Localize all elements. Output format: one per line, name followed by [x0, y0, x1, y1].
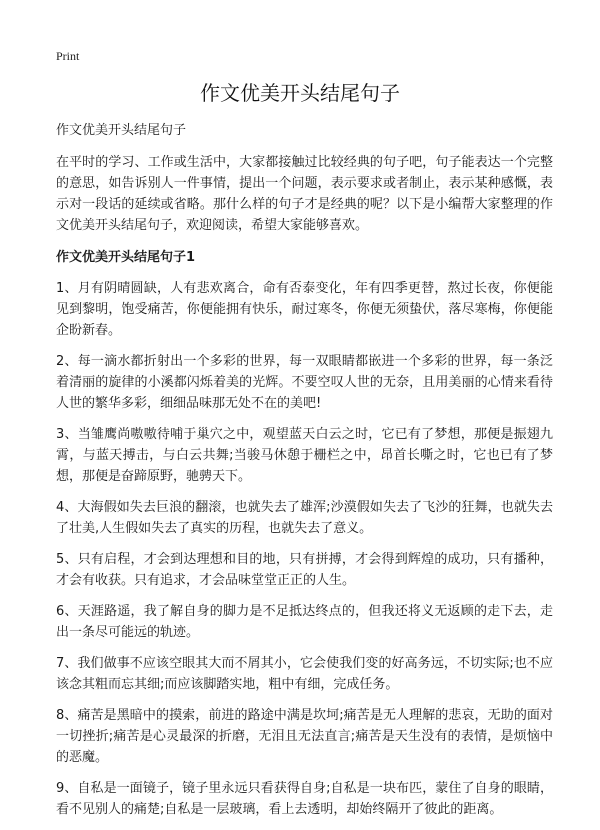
quote-item-6: 6、天涯路遥，我了解自身的脚力是不足抵达终点的，但我还将义无返顾的走下去，走出一条尽可能远的轨迹。 — [56, 604, 553, 640]
page-title: 作文优美开头结尾句子 — [200, 81, 400, 105]
print-label[interactable]: Print — [56, 49, 80, 63]
article-subtitle: 作文优美开头结尾句子 — [56, 123, 187, 138]
quote-item-1: 1、月有阴晴圆缺，人有悲欢离合，命有否泰变化，年有四季更替，熬过长夜，你便能见到黎明，饱受痛苦，你便能拥有快乐，耐过寒冬，你便无须蛰伏，落尽寒梅，你便能企盼新春。 — [56, 281, 553, 338]
quote-item-2: 2、每一滴水都折射出一个多彩的世界，每一双眼睛都嵌进一个多彩的世界，每一条泛着清丽的旋律的小溪都闪烁着美的光辉。不要空叹人世的无奈，且用美丽的心情来看待人世的繁华多彩，细细品味那无处不在的美吧! — [56, 354, 553, 411]
quote-item-5: 5、只有启程，才会到达理想和目的地，只有拼搏，才会得到辉煌的成功，只有播种，才会有收获。只有追求，才会品味堂堂正正的人生。 — [56, 552, 553, 588]
quote-item-4: 4、大海假如失去巨浪的翻滚，也就失去了雄浑;沙漠假如失去了飞沙的狂舞，也就失去了壮美,人生假如失去了真实的历程，也就失去了意义。 — [56, 500, 553, 536]
intro-paragraph: 在平时的学习、工作或生活中，大家都接触过比较经典的句子吧，句子能表达一个完整的意思，如告诉别人一件事情，提出一个问题，表示要求或者制止，表示某种感慨，表示对一段话的延续或省略。那什么样的句子才是经典的呢？以下是小编帮大家整理的作文优美开头结尾句子，欢迎阅读，希望大家能够喜欢。 — [56, 155, 553, 233]
quote-item-9: 9、自私是一面镜子，镜子里永远只看获得自身;自私是一块布匹，蒙住了自身的眼睛，看不见别人的痛楚;自私是一层玻璃，看上去透明，却始终隔开了彼此的距离。 — [56, 781, 553, 817]
quote-item-3: 3、当雏鹰尚嗷嗷待哺于巢穴之中，观望蓝天白云之时，它已有了梦想，那便是振翅九霄，与蓝天搏击，与白云共舞;当骏马休憩于栅栏之中，昂首长嘶之时，它也已有了梦想，那便是奋蹄原野，驰骋天下。 — [56, 427, 553, 484]
quote-item-7: 7、我们做事不应该空眼其大而不屑其小，它会使我们变的好高务远，不切实际;也不应该念其粗而忘其细;而应该脚踏实地，粗中有细，完成任务。 — [56, 656, 553, 692]
quote-item-8: 8、痛苦是黑暗中的摸索，前进的路途中满是坎坷;痛苦是无人理解的悲哀，无助的面对一切挫折;痛苦是心灵最深的折磨，无泪且无法直言;痛苦是天生没有的表情，是烦恼中的恶魔。 — [56, 708, 553, 765]
section-heading: 作文优美开头结尾句子1 — [56, 250, 196, 265]
article-body — [56, 120, 553, 830]
